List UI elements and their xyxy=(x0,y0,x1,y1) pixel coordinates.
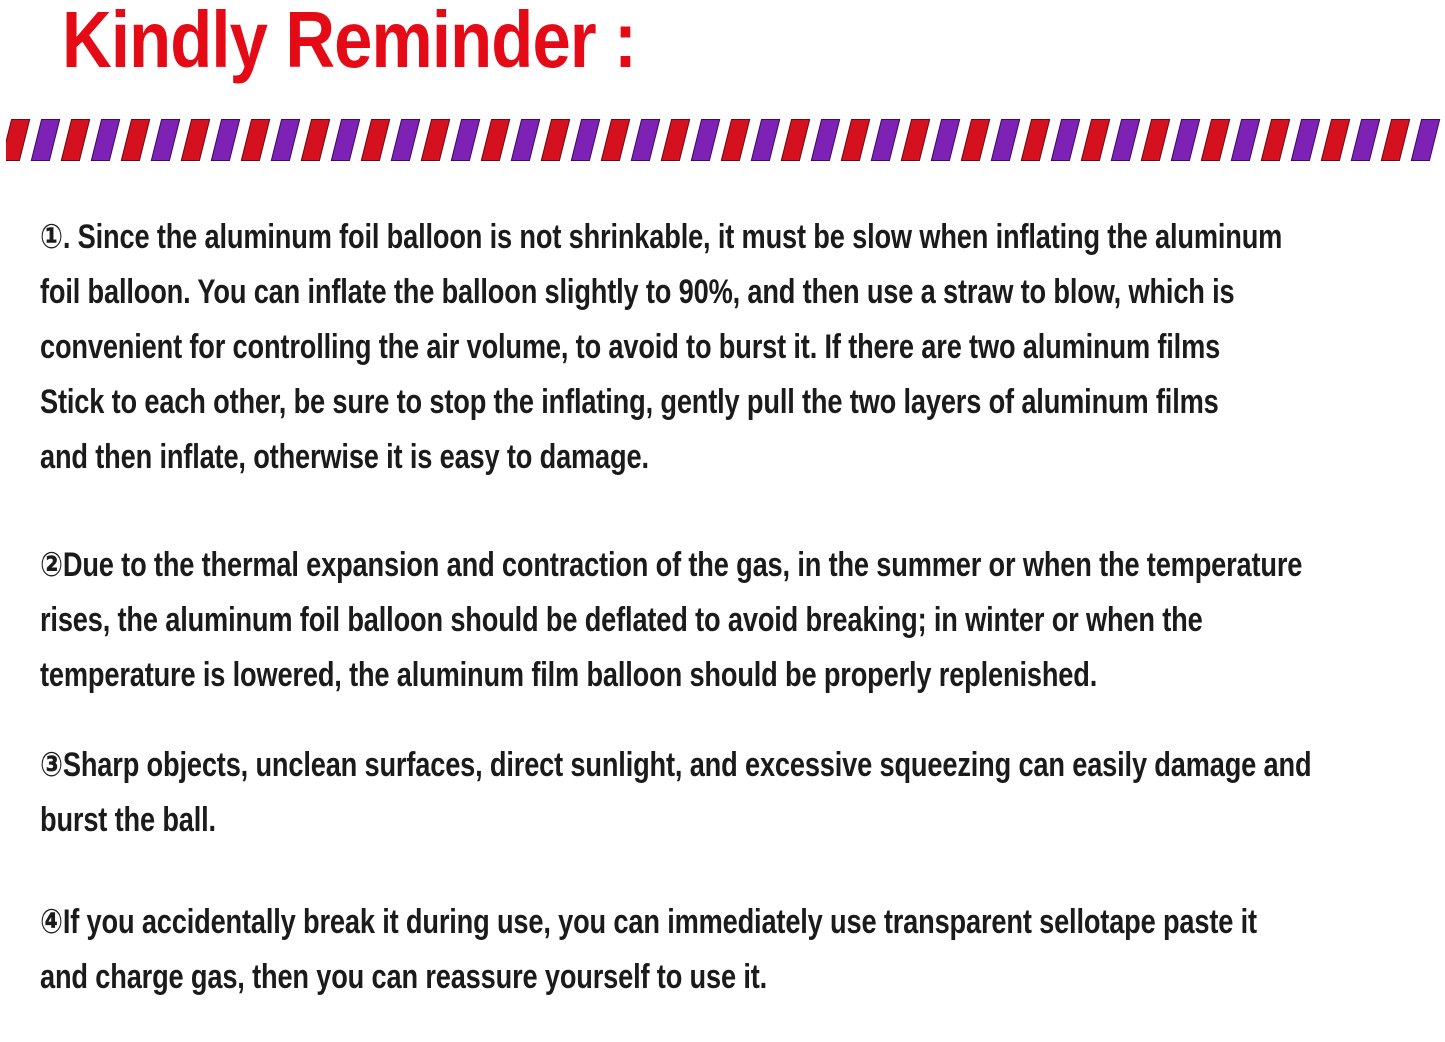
red-stripe xyxy=(1321,119,1350,161)
red-stripe xyxy=(1081,119,1110,161)
page-title: Kindly Reminder : xyxy=(62,0,637,84)
purple-stripe xyxy=(1411,119,1440,161)
text-line: temperature is lowered, the aluminum film balloon should be properly replenished. xyxy=(40,656,1098,694)
purple-stripe xyxy=(1051,119,1080,161)
text-line: Stick to each other, be sure to stop the inflating, gently pull the two layers of aluminum films xyxy=(40,383,1219,421)
purple-stripe xyxy=(271,119,300,161)
red-stripe xyxy=(361,119,390,161)
red-stripe xyxy=(1381,119,1410,161)
red-stripe xyxy=(1141,119,1170,161)
red-stripe xyxy=(841,119,870,161)
purple-stripe xyxy=(211,119,240,161)
paragraph-3 xyxy=(40,738,1312,848)
text-line: and charge gas, then you can reassure yourself to use it. xyxy=(40,958,768,996)
red-stripe xyxy=(241,119,270,161)
text-line: foil balloon. You can inflate the balloon slightly to 90%, and then use a straw to blow, which is xyxy=(40,273,1235,311)
purple-stripe xyxy=(691,119,720,161)
red-stripe xyxy=(901,119,930,161)
text-line: ②Due to the thermal expansion and contraction of the gas, in the summer or when the temperature xyxy=(40,546,1303,584)
red-stripe xyxy=(961,119,990,161)
red-stripe xyxy=(421,119,450,161)
red-stripe xyxy=(601,119,630,161)
purple-stripe xyxy=(1111,119,1140,161)
text-line: burst the ball. xyxy=(40,801,216,839)
purple-stripe xyxy=(451,119,480,161)
paragraph-2 xyxy=(40,538,1303,703)
reminder-text xyxy=(40,210,1445,1005)
purple-stripe xyxy=(811,119,840,161)
text-line: convenient for controlling the air volume, to avoid to burst it. If there are two aluminum films xyxy=(40,328,1221,366)
purple-stripe xyxy=(751,119,780,161)
red-stripe xyxy=(481,119,510,161)
purple-stripe xyxy=(871,119,900,161)
red-stripe xyxy=(181,119,210,161)
red-stripe xyxy=(541,119,570,161)
purple-stripe xyxy=(991,119,1020,161)
red-stripe xyxy=(1021,119,1050,161)
purple-stripe xyxy=(931,119,960,161)
red-stripe xyxy=(661,119,690,161)
red-stripe xyxy=(301,119,330,161)
red-stripe xyxy=(1261,119,1290,161)
purple-stripe xyxy=(331,119,360,161)
red-stripe xyxy=(781,119,810,161)
purple-stripe xyxy=(511,119,540,161)
purple-stripe xyxy=(571,119,600,161)
stripe-divider xyxy=(6,118,1445,164)
paragraph-1 xyxy=(40,210,1283,485)
purple-stripe xyxy=(91,119,120,161)
purple-stripe xyxy=(391,119,420,161)
text-line: ①. Since the aluminum foil balloon is not shrinkable, it must be slow when inflating the aluminum xyxy=(40,218,1283,256)
text-line: and then inflate, otherwise it is easy to damage. xyxy=(40,438,649,476)
purple-stripe xyxy=(1291,119,1320,161)
purple-stripe xyxy=(31,119,60,161)
purple-stripe xyxy=(1171,119,1200,161)
text-line: rises, the aluminum foil balloon should be deflated to avoid breaking; in winter or when the xyxy=(40,601,1203,639)
purple-stripe xyxy=(631,119,660,161)
purple-stripe xyxy=(1231,119,1260,161)
paragraph-4 xyxy=(40,895,1257,1005)
red-stripe xyxy=(721,119,750,161)
purple-stripe xyxy=(1351,119,1380,161)
text-line: ③Sharp objects, unclean surfaces, direct sunlight, and excessive squeezing can easily damage and xyxy=(40,746,1312,784)
red-stripe xyxy=(6,119,30,161)
purple-stripe xyxy=(151,119,180,161)
text-line: ④If you accidentally break it during use, you can immediately use transparent sellotape paste it xyxy=(40,903,1257,941)
red-stripe xyxy=(121,119,150,161)
red-stripe xyxy=(61,119,90,161)
red-stripe xyxy=(1201,119,1230,161)
